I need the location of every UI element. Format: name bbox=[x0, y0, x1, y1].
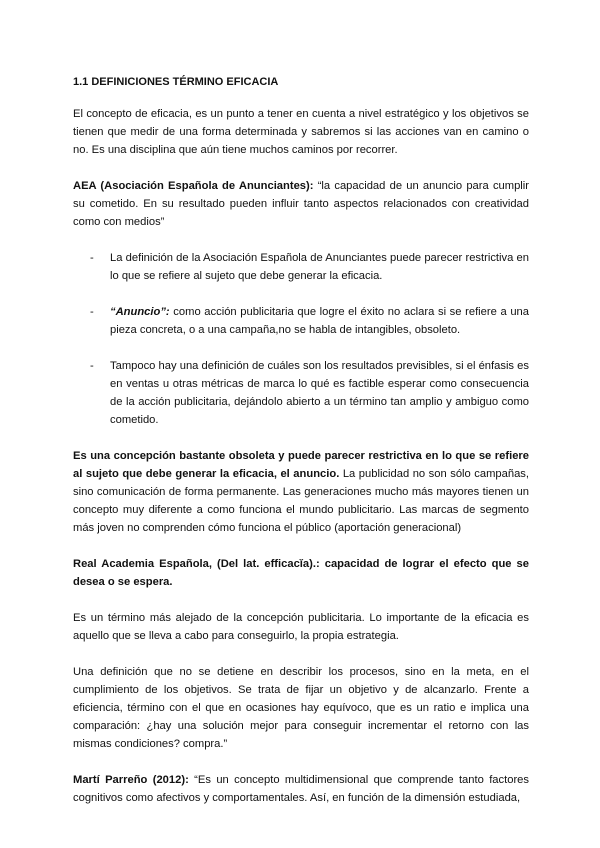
critique-list bbox=[73, 249, 529, 429]
document-body bbox=[73, 73, 529, 825]
aea-text: “la capacidad de un anuncio para cumplir su cometido. En su resultado pueden influir tanto aspectos relacionados con creatividad como con medios” bbox=[73, 180, 530, 228]
list-item bbox=[73, 357, 529, 429]
marti-text: “Es un concepto multidimensional que comprende tanto factores cognitivos como afectivos y comportamentales. Así, en función de la dimensión estudiada, bbox=[73, 774, 529, 804]
dash-bullet: - bbox=[90, 306, 94, 318]
rae-definition: Real Academia Española, (Del lat. efficacĭa).: capacidad de lograr el efecto que se desea o se espera. bbox=[73, 558, 529, 588]
dash-bullet: - bbox=[90, 360, 94, 372]
marti-label: Martí Parreño (2012): bbox=[73, 774, 189, 786]
list-item bbox=[73, 303, 529, 339]
dash-bullet: - bbox=[90, 252, 94, 264]
list-item-text: La definición de la Asociación Española de Anunciantes puede parecer restrictiva en lo que se refiere al sujeto que debe generar la eficacia. bbox=[110, 252, 529, 282]
intro-paragraph: El concepto de eficacia, es un punto a tener en cuenta a nivel estratégico y los objetivos se tienen que medir de una forma determinada y sabremos si las acciones van en camino o no. Es una disciplina que aún tiene muchos caminos por recorrer. bbox=[73, 108, 529, 156]
obsoleta-bold-text: Es una concepción bastante obsoleta y puede parecer restrictiva en lo que se refiere al sujeto que debe generar la eficacia, el anuncio. bbox=[73, 450, 529, 480]
list-item-text: como acción publicitaria que logre el éxito no aclara si se refiere a una pieza concreta, o a una campaña,no se habla de intangibles, obsoleto. bbox=[110, 306, 529, 336]
list-item bbox=[73, 249, 529, 285]
definition-paragraph: Una definición que no se detiene en describir los procesos, sino en la meta, en el cumplimiento de los objetivos. Se trata de fijar un objetivo y de alcanzarlo. Frente a eficiencia, término con el que en ocasiones hay equívoco, que es un ratio e implica una comparación: ¿hay una solución mejor para conseguir incrementar el retorno con las mismas condiciones? compra.” bbox=[73, 666, 529, 750]
aea-definition-paragraph bbox=[73, 177, 529, 231]
marti-paragraph bbox=[73, 771, 529, 807]
obsoleta-text: La publicidad no son sólo campañas, sino comunicación de forma permanente. Las generaciones mucho más mayores tienen un concepto muy diferente a como funciona el mundo publicitario. Las marcas de segmento más joven no comprenden cómo funciona el público (aportación generacional) bbox=[73, 468, 529, 534]
aea-label: AEA (Asociación Española de Anunciantes): bbox=[73, 180, 314, 192]
section-heading: 1.1 DEFINICIONES TÉRMINO EFICACIA bbox=[73, 76, 279, 88]
obsoleta-paragraph bbox=[73, 447, 529, 537]
rae-comment-paragraph: Es un término más alejado de la concepción publicitaria. Lo importante de la eficacia es aquello que se lleva a cabo para conseguirlo, la propia estrategia. bbox=[73, 612, 529, 642]
anuncio-label: “Anuncio”: bbox=[110, 306, 170, 318]
list-item-text: Tampoco hay una definición de cuáles son los resultados previsibles, si el énfasis es en ventas u otras métricas de marca lo qué es factible esperar como consecuencia de la acción publicitaria, dejándolo abierto a un término tan amplio y ambiguo como cometido. bbox=[110, 360, 529, 426]
